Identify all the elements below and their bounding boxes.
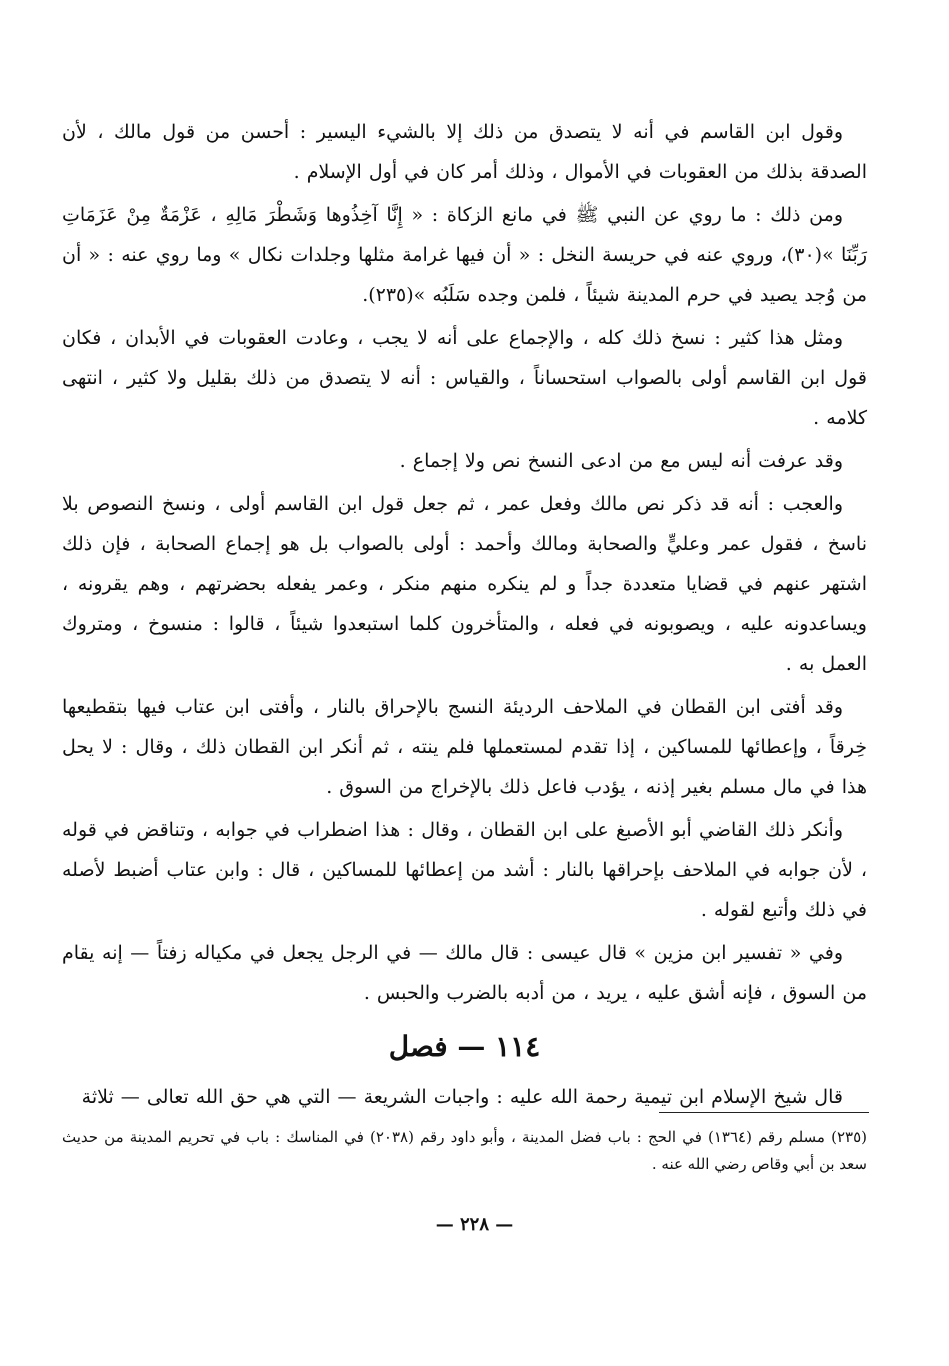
footnote-divider: [659, 1112, 869, 1113]
page-body: [62, 112, 867, 1120]
paragraph-4: وقد عرفت أنه ليس مع من ادعى النسخ نص ولا إجماع .: [399, 450, 843, 472]
footnote: (٢٣٥) مسلم رقم (١٣٦٤) في الحج : باب فضل المدينة ، وأبو داود رقم (٢٠٣٨) في المناسك : باب في تحريم المدينة من حديث سعد بن أبي وقاص رضي الله عنه .: [62, 1128, 867, 1173]
paragraph-1: وقول ابن القاسم في أنه لا يتصدق من ذلك إلا بالشيء اليسير : أحسن من قول مالك ، لأن الصدقة بذلك من العقوبات في الأموال ، وذلك أمر كان في أول الإسلام .: [62, 121, 867, 183]
paragraph-5: والعجب : أنه قد ذكر نص مالك وفعل عمر ، ثم جعل قول ابن القاسم أولى ، ونسخ النصوص بلا ناسخ ، فقول عمر وعليٍّ والصحابة ومالك وأحمد : أولى بالصواب بل هو إجماع الصحابة ، فإن ذلك اشتهر عنهم في قضايا متعددة جداً و لم ينكره منهم منكر ، وعمر يفعله بحضرتهم ، وهم يقرونه ، ويساعدونه عليه ، ويصوبونه في فعله ، والمتأخرون كلما استبعدوا شيئاً ، قالوا : منسوخ ، ومتروك العمل به .: [62, 493, 868, 675]
page-number: — ٢٢٨ —: [435, 1214, 514, 1235]
closing-paragraph: قال شيخ الإسلام ابن تيمية رحمة الله عليه : واجبات الشريعة — التي هي حق الله تعالى — ثلاثة: [81, 1086, 843, 1108]
paragraph-7: وأنكر ذلك القاضي أبو الأصبغ على ابن القطان ، وقال : هذا اضطراب في جوابه ، وتناقض في قوله ، لأن جوابه في الملاحف بإحراقها بالنار : أشد من إعطائها للمساكين ، قال : وابن عتاب أضبط لأصله في ذلك وأتبع لقوله .: [62, 819, 867, 921]
paragraph-2: ومن ذلك : ما روي عن النبي ﷺ في مانع الزكاة : « إِنَّا آخِذُوها وَشَطْرَ مَالِهِ ، عَزْمَةٌ مِنْ عَزَمَاتِ رَبِّنَا »(٣٠)، وروي عنه في حريسة النخل : « أن فيها غرامة مثلها وجلدات نكال » وما روي عنه : « أن من وُجد يصيد في حرم المدينة شيئاً ، فلمن وجده سَلَبُه »(٢٣٥).: [62, 204, 867, 306]
section-title: ١١٤ — فصل: [388, 1030, 541, 1063]
paragraph-6: وقد أفتى ابن القطان في الملاحف الرديئة النسج بالإحراق بالنار ، وأفتى ابن عتاب فيها بتقطيعها خِرقاً ، وإعطائها للمساكين ، إذا تقدم لمستعملها فلم ينته ، ثم أنكر ابن القطان ذلك ، وقال : لا يحل هذا في مال مسلم بغير إذنه ، يؤدب فاعل ذلك بالإخراج من السوق .: [62, 696, 867, 798]
paragraph-3: ومثل هذا كثير : نسخ ذلك كله ، والإجماع على أنه لا يجب ، وعادت العقوبات في الأبدان ، فكان قول ابن القاسم أولى بالصواب استحساناً ، والقياس : أنه لا يتصدق من ذلك بقليل ولا كثير ، انتهى كلامه .: [62, 327, 867, 429]
paragraph-8: وفي « تفسير ابن مزين » قال عيسى : قال مالك — في الرجل يجعل في مكياله زفتاً — إنه يقام من السوق ، فإنه أشق عليه ، يريد ، من أدبه بالضرب والحبس .: [62, 942, 867, 1004]
